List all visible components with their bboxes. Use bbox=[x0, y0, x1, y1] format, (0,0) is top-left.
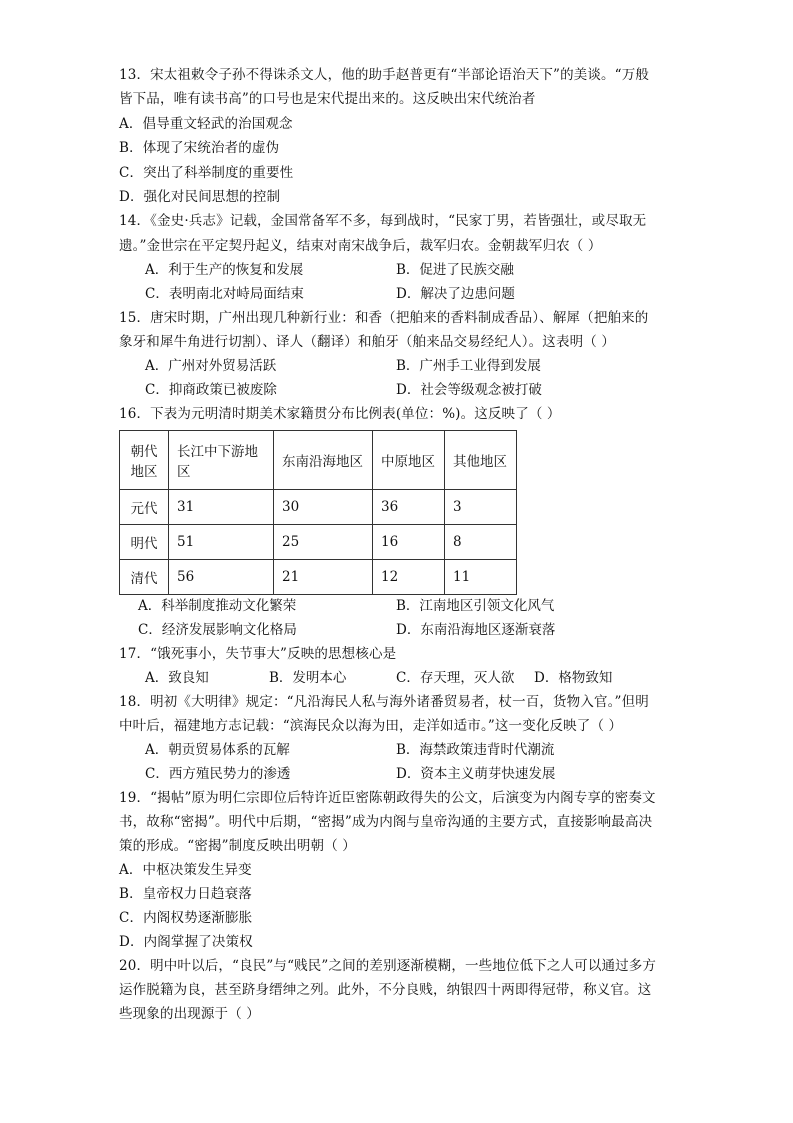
table-cell: 16 bbox=[373, 525, 445, 560]
option-18-b: B．海禁政策违背时代潮流 bbox=[396, 742, 555, 758]
option-17-b: B．发明本心 bbox=[269, 670, 347, 686]
table-cell: 25 bbox=[274, 525, 373, 560]
option-19-c: C．内阁权势逐渐膨胀 bbox=[119, 910, 253, 926]
table-header-cell: 长江中下游地区 bbox=[169, 431, 274, 490]
table-header-row bbox=[120, 431, 517, 490]
table-row-label: 清代 bbox=[120, 560, 169, 595]
option-19-b: B．皇帝权力日趋衰落 bbox=[119, 886, 252, 902]
option-16-d: D．东南沿海地区逐渐衰落 bbox=[396, 622, 556, 638]
table-header-cell: 中原地区 bbox=[373, 431, 445, 490]
table-corner-cell bbox=[120, 431, 169, 490]
option-13-c: C．突出了科举制度的重要性 bbox=[119, 165, 294, 181]
table-cell: 31 bbox=[169, 490, 274, 525]
option-14-c: C．表明南北对峙局面结束 bbox=[145, 286, 304, 302]
option-16-a: A．科举制度推动文化繁荣 bbox=[138, 598, 297, 614]
option-15-a: A．广州对外贸易活跃 bbox=[145, 358, 277, 374]
question-17-text: 17．“饿死事小，失节事大”反映的思想核心是 bbox=[119, 646, 397, 662]
option-16-c: C．经济发展影响文化格局 bbox=[138, 622, 297, 638]
question-19-text-cont: 书，故称“密揭”。明代中后期，“密揭”成为内阁与皇帝沟通的主要方式，直接影响最高决 bbox=[119, 814, 653, 830]
table-row bbox=[120, 560, 517, 595]
option-13-b: B．体现了宋统治者的虚伪 bbox=[119, 140, 280, 156]
question-14-text-cont: 遗。”金世宗在平定契丹起义，结束对南宋战争后，裁军归农。金朝裁军归农（ ） bbox=[119, 238, 602, 254]
option-18-c: C．西方殖民势力的渗透 bbox=[145, 766, 291, 782]
table-cell: 12 bbox=[373, 560, 445, 595]
option-14-a: A．利于生产的恢复和发展 bbox=[145, 262, 304, 278]
question-18-text: 18．明初《大明律》规定：“凡沿海民人私与海外诸番贸易者，杖一百，货物入官。”但明 bbox=[119, 694, 649, 710]
option-15-c: C．抑商政策已被废除 bbox=[145, 382, 277, 398]
question-14-text: 14．《金史·兵志》记载，金国常备军不多，每到战时，“民家丁男，若皆强壮，或尽取无 bbox=[119, 213, 647, 229]
option-18-d: D．资本主义萌芽快速发展 bbox=[396, 766, 556, 782]
option-13-a: A．倡导重文轻武的治国观念 bbox=[119, 116, 293, 132]
option-17-c: C．存天理，灭人欲 bbox=[396, 670, 515, 686]
question-18-text-cont: 中叶后，福建地方志记载：“滨海民众以海为田，走洋如适市。”这一变化反映了（ ） bbox=[119, 718, 623, 734]
table-row bbox=[120, 525, 517, 560]
option-15-b: B．广州手工业得到发展 bbox=[396, 358, 541, 374]
table-cell: 51 bbox=[169, 525, 274, 560]
question-20-text-cont2: 些现象的出现源于（ ） bbox=[119, 1006, 260, 1022]
table-cell: 3 bbox=[445, 490, 517, 525]
question-13-text-cont: 皆下品，唯有读书高”的口号也是宋代提出来的。这反映出宋代统治者 bbox=[119, 91, 536, 107]
table-row-label: 明代 bbox=[120, 525, 169, 560]
question-13-text: 13．宋太祖敕令子孙不得诛杀文人，他的助手赵普更有“半部论语治天下”的美谈。“万般 bbox=[119, 67, 650, 83]
table-header-cell: 东南沿海地区 bbox=[274, 431, 373, 490]
question-19-text: 19．“揭帖”原为明仁宗即位后特许近臣密陈朝政得失的公文，后演变为内阁专享的密奏文 bbox=[119, 790, 656, 806]
table-cell: 8 bbox=[445, 525, 517, 560]
option-13-d: D．强化对民间思想的控制 bbox=[119, 189, 281, 205]
question-20-text: 20．明中叶以后，“良民”与“贱民”之间的差别逐渐模糊，一些地位低下之人可以通过多方 bbox=[119, 958, 657, 974]
table-cell: 36 bbox=[373, 490, 445, 525]
corner-label-dynasty: 朝代 bbox=[130, 444, 158, 460]
table-cell: 21 bbox=[274, 560, 373, 595]
question-16-text: 16．下表为元明清时期美术家籍贯分布比例表(单位：%)。这反映了（ ） bbox=[119, 406, 561, 422]
table-cell: 11 bbox=[445, 560, 517, 595]
option-17-d: D．格物致知 bbox=[534, 670, 613, 686]
option-15-d: D．社会等级观念被打破 bbox=[396, 382, 542, 398]
option-16-b: B．江南地区引领文化风气 bbox=[396, 598, 555, 614]
corner-label-region: 地区 bbox=[130, 464, 158, 480]
option-14-d: D．解决了边患问题 bbox=[396, 286, 515, 302]
table-cell: 56 bbox=[169, 560, 274, 595]
option-18-a: A．朝贡贸易体系的瓦解 bbox=[145, 742, 290, 758]
table-cell: 30 bbox=[274, 490, 373, 525]
question-19-text-cont2: 策的形成。“密揭”制度反映出明朝（ ） bbox=[119, 838, 356, 854]
option-19-d: D．内阁掌握了决策权 bbox=[119, 934, 253, 950]
option-19-a: A．中枢决策发生异变 bbox=[119, 862, 252, 878]
question-15-text: 15．唐宋时期，广州出现几种新行业：和香（把舶来的香料制成香品）、解犀（把舶来的 bbox=[119, 310, 649, 326]
option-14-b: B．促进了民族交融 bbox=[396, 262, 514, 278]
option-17-a: A．致良知 bbox=[145, 670, 209, 686]
question-15-text-cont: 象牙和犀牛角进行切割）、译人（翻译）和舶牙（舶来品交易经纪人）。这表明（ ） bbox=[119, 334, 615, 350]
table-row bbox=[120, 490, 517, 525]
table-row-label: 元代 bbox=[120, 490, 169, 525]
question-20-text-cont: 运作脱籍为良，甚至跻身缙绅之列。此外，不分良贱，纳银四十两即得冠带，称义官。这 bbox=[119, 982, 652, 998]
artist-origin-table bbox=[119, 430, 517, 595]
table-header-cell: 其他地区 bbox=[445, 431, 517, 490]
